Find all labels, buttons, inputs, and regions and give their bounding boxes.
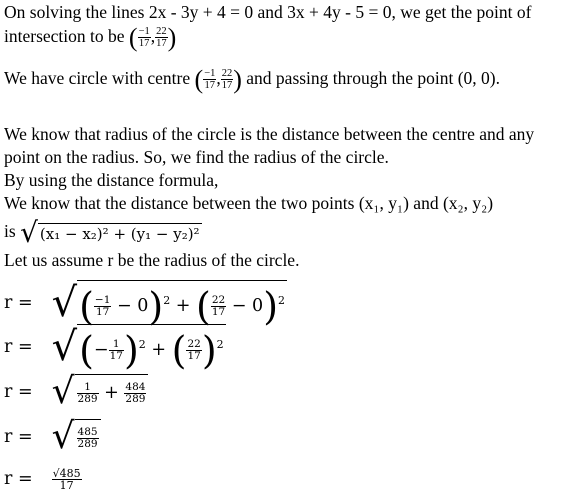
text-line-2: intersection to be ( $\frac{-1}{17}$ , $\frac{22}{17}$ ) — [4, 22, 177, 52]
text-line-6: By using the distance formula, — [4, 170, 219, 190]
text-line-9: Let us assume r be the radius of the circle. — [4, 250, 300, 270]
centre-fraction-x: $\frac{-1}{17}$ — [204, 68, 216, 92]
text-line-8: is √ (x₁ − x₂)² + (y₁ − y₂)² — [4, 216, 200, 249]
text-line-7: We know that the distance between the two points (x₁, y₁) and (x₂, y₂) — [4, 193, 494, 213]
step-5: r = $\frac{√485}{17}$ — [4, 467, 81, 492]
step-4: r = √ $\frac{485}{289}$ — [4, 418, 101, 456]
text-line-4: We know that radius of the circle is the distance between the centre and any — [4, 124, 535, 144]
text-line-5: point on the radius. So, we find the radius of the circle. — [4, 147, 389, 167]
distance-formula: √ (x₁ − x₂)² + (y₁ − y₂)² — [20, 216, 200, 249]
text-line-3: We have circle with centre ( $\frac{-1}{17}$ , $\frac{22}{17}$ ) and passing through the point (0, 0). — [4, 64, 500, 94]
step-3: r = √ $\frac{1}{289}$ + $\frac{484}{289}$ — [4, 373, 148, 411]
centre-label: We have circle with centre — [4, 68, 191, 88]
step-2: r = √(− $\frac{1}{17}$ )$^2$ + ( $\frac{22}{17}$ )$^2$ — [4, 324, 224, 373]
centre-fraction-y: $\frac{22}{17}$ — [221, 68, 233, 92]
fraction-x: $\frac{-1}{17}$ — [138, 26, 150, 50]
step-1: r = √( $\frac{-1}{17}$ − 0)$^2$ + ( $\frac{22}{17}$ − 0)$^2$ — [4, 280, 286, 329]
passing-through-text: and passing through the point (0, 0). — [246, 68, 500, 88]
text-line-1: On solving the lines 2x - 3y + 4 = 0 and 3x + 4y - 5 = 0, we get the point of — [4, 2, 532, 22]
intersection-label: intersection to be — [4, 26, 125, 46]
fraction-y: $\frac{22}{17}$ — [156, 26, 167, 50]
